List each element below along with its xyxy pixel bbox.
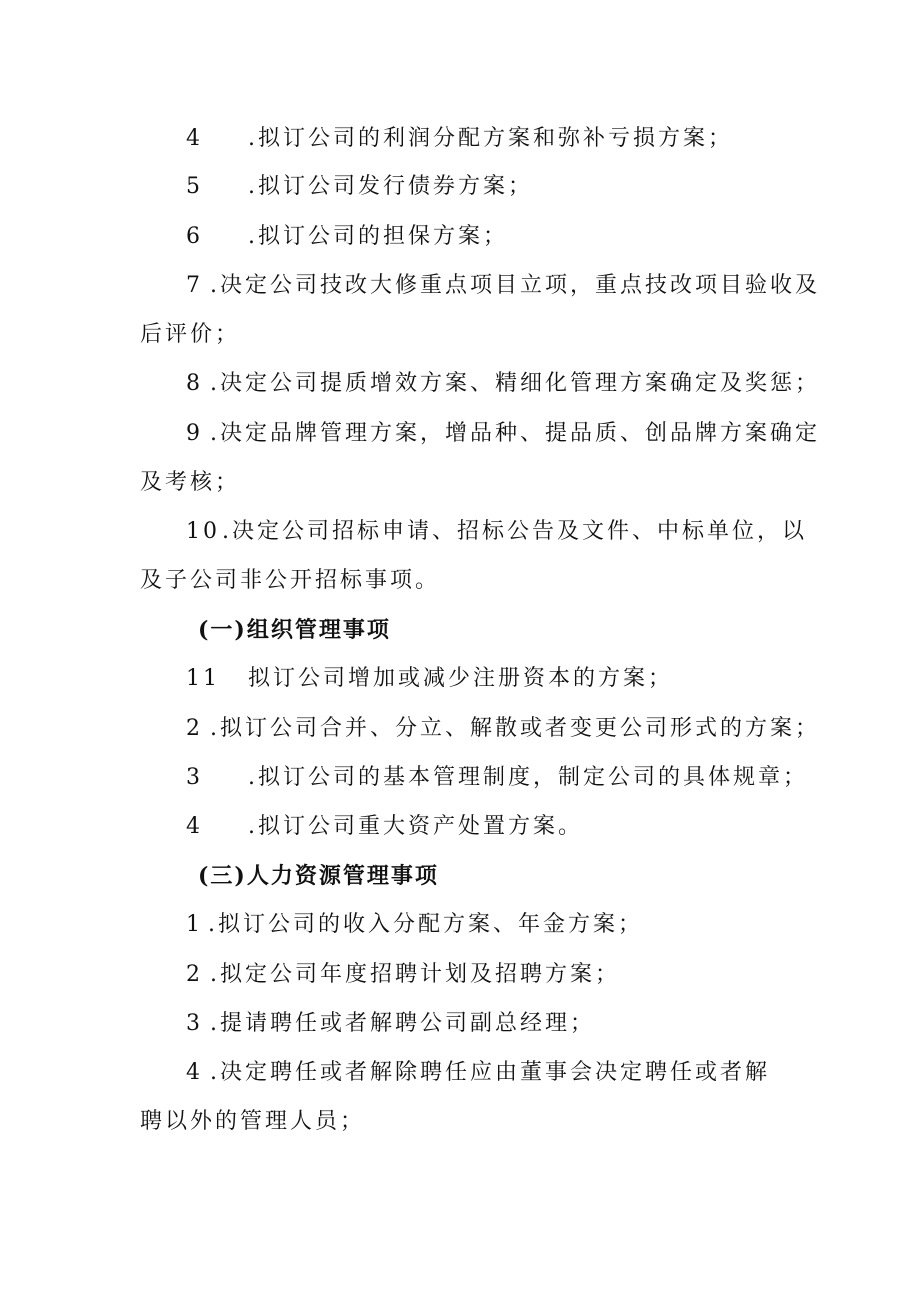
item-text: 拟订公司增加或减少注册资本的方案； (248, 666, 674, 691)
item-number: 8 (186, 371, 203, 396)
item-text: .提请聘任或者解聘公司副总经理； (210, 1011, 595, 1036)
item-text: .决定品牌管理方案，增品种、提品质、创品牌方案确定 (210, 421, 820, 446)
list-item (186, 172, 533, 202)
list-item (186, 910, 643, 940)
item-number: 6 (186, 224, 203, 249)
list-item (186, 812, 583, 842)
item-text: .决定聘任或者解除聘任应由董事会决定聘任或者解 (210, 1060, 770, 1085)
item-number: 2 (186, 716, 203, 741)
item-text: .拟订公司的利润分配方案和弥补亏损方案； (248, 126, 733, 151)
item-number: 11 (186, 666, 220, 691)
item-text: .拟订公司的基本管理制度，制定公司的具体规章； (248, 765, 808, 790)
item-number: 7 (186, 273, 203, 298)
item-text: .决定公司招标申请、招标公告及文件、中标单位，以 (222, 519, 807, 544)
item-number: 5 (186, 174, 203, 199)
item-text: .拟订公司的担保方案； (248, 224, 508, 249)
item-text: .拟订公司发行债券方案； (248, 174, 533, 199)
item-number: 2 (186, 962, 203, 987)
item-text: .拟订公司的收入分配方案、年金方案； (208, 912, 643, 937)
list-item (186, 517, 807, 547)
list-item (186, 124, 733, 154)
list-item (186, 664, 673, 694)
list-item (186, 271, 820, 301)
item-number: 3 (186, 765, 203, 790)
list-item (186, 1058, 770, 1088)
item-number: 10 (186, 519, 220, 544)
item-text: .拟订公司合并、分立、解散或者变更公司形式的方案； (210, 716, 820, 741)
item-number: 4 (186, 814, 203, 839)
list-item (186, 960, 620, 990)
list-item (186, 419, 820, 449)
list-item (186, 1009, 595, 1039)
item-number: 1 (186, 912, 203, 937)
item-text: .决定公司提质增效方案、精细化管理方案确定及奖惩； (210, 371, 820, 396)
list-item (186, 763, 808, 793)
list-item (186, 714, 820, 744)
list-item (186, 222, 508, 252)
item-number: 3 (186, 1011, 203, 1036)
item-number: 4 (186, 126, 203, 151)
item-text: .决定公司技改大修重点项目立项，重点技改项目验收及 (210, 273, 820, 298)
section-heading: (三)人力资源管理事项 (198, 863, 439, 889)
item-number: 9 (186, 421, 203, 446)
list-item-continuation: 及考核； (140, 470, 241, 495)
list-item-continuation: 后评价； (140, 322, 241, 347)
item-number: 4 (186, 1060, 203, 1085)
item-text: .拟订公司重大资产处置方案。 (248, 814, 583, 839)
list-item (186, 369, 820, 399)
list-item-continuation: 聘以外的管理人员； (140, 1109, 366, 1134)
list-item-continuation: 及子公司非公开招标事项。 (140, 568, 441, 593)
section-heading: (一)组织管理事项 (198, 617, 391, 643)
item-text: .拟定公司年度招聘计划及招聘方案； (210, 962, 620, 987)
